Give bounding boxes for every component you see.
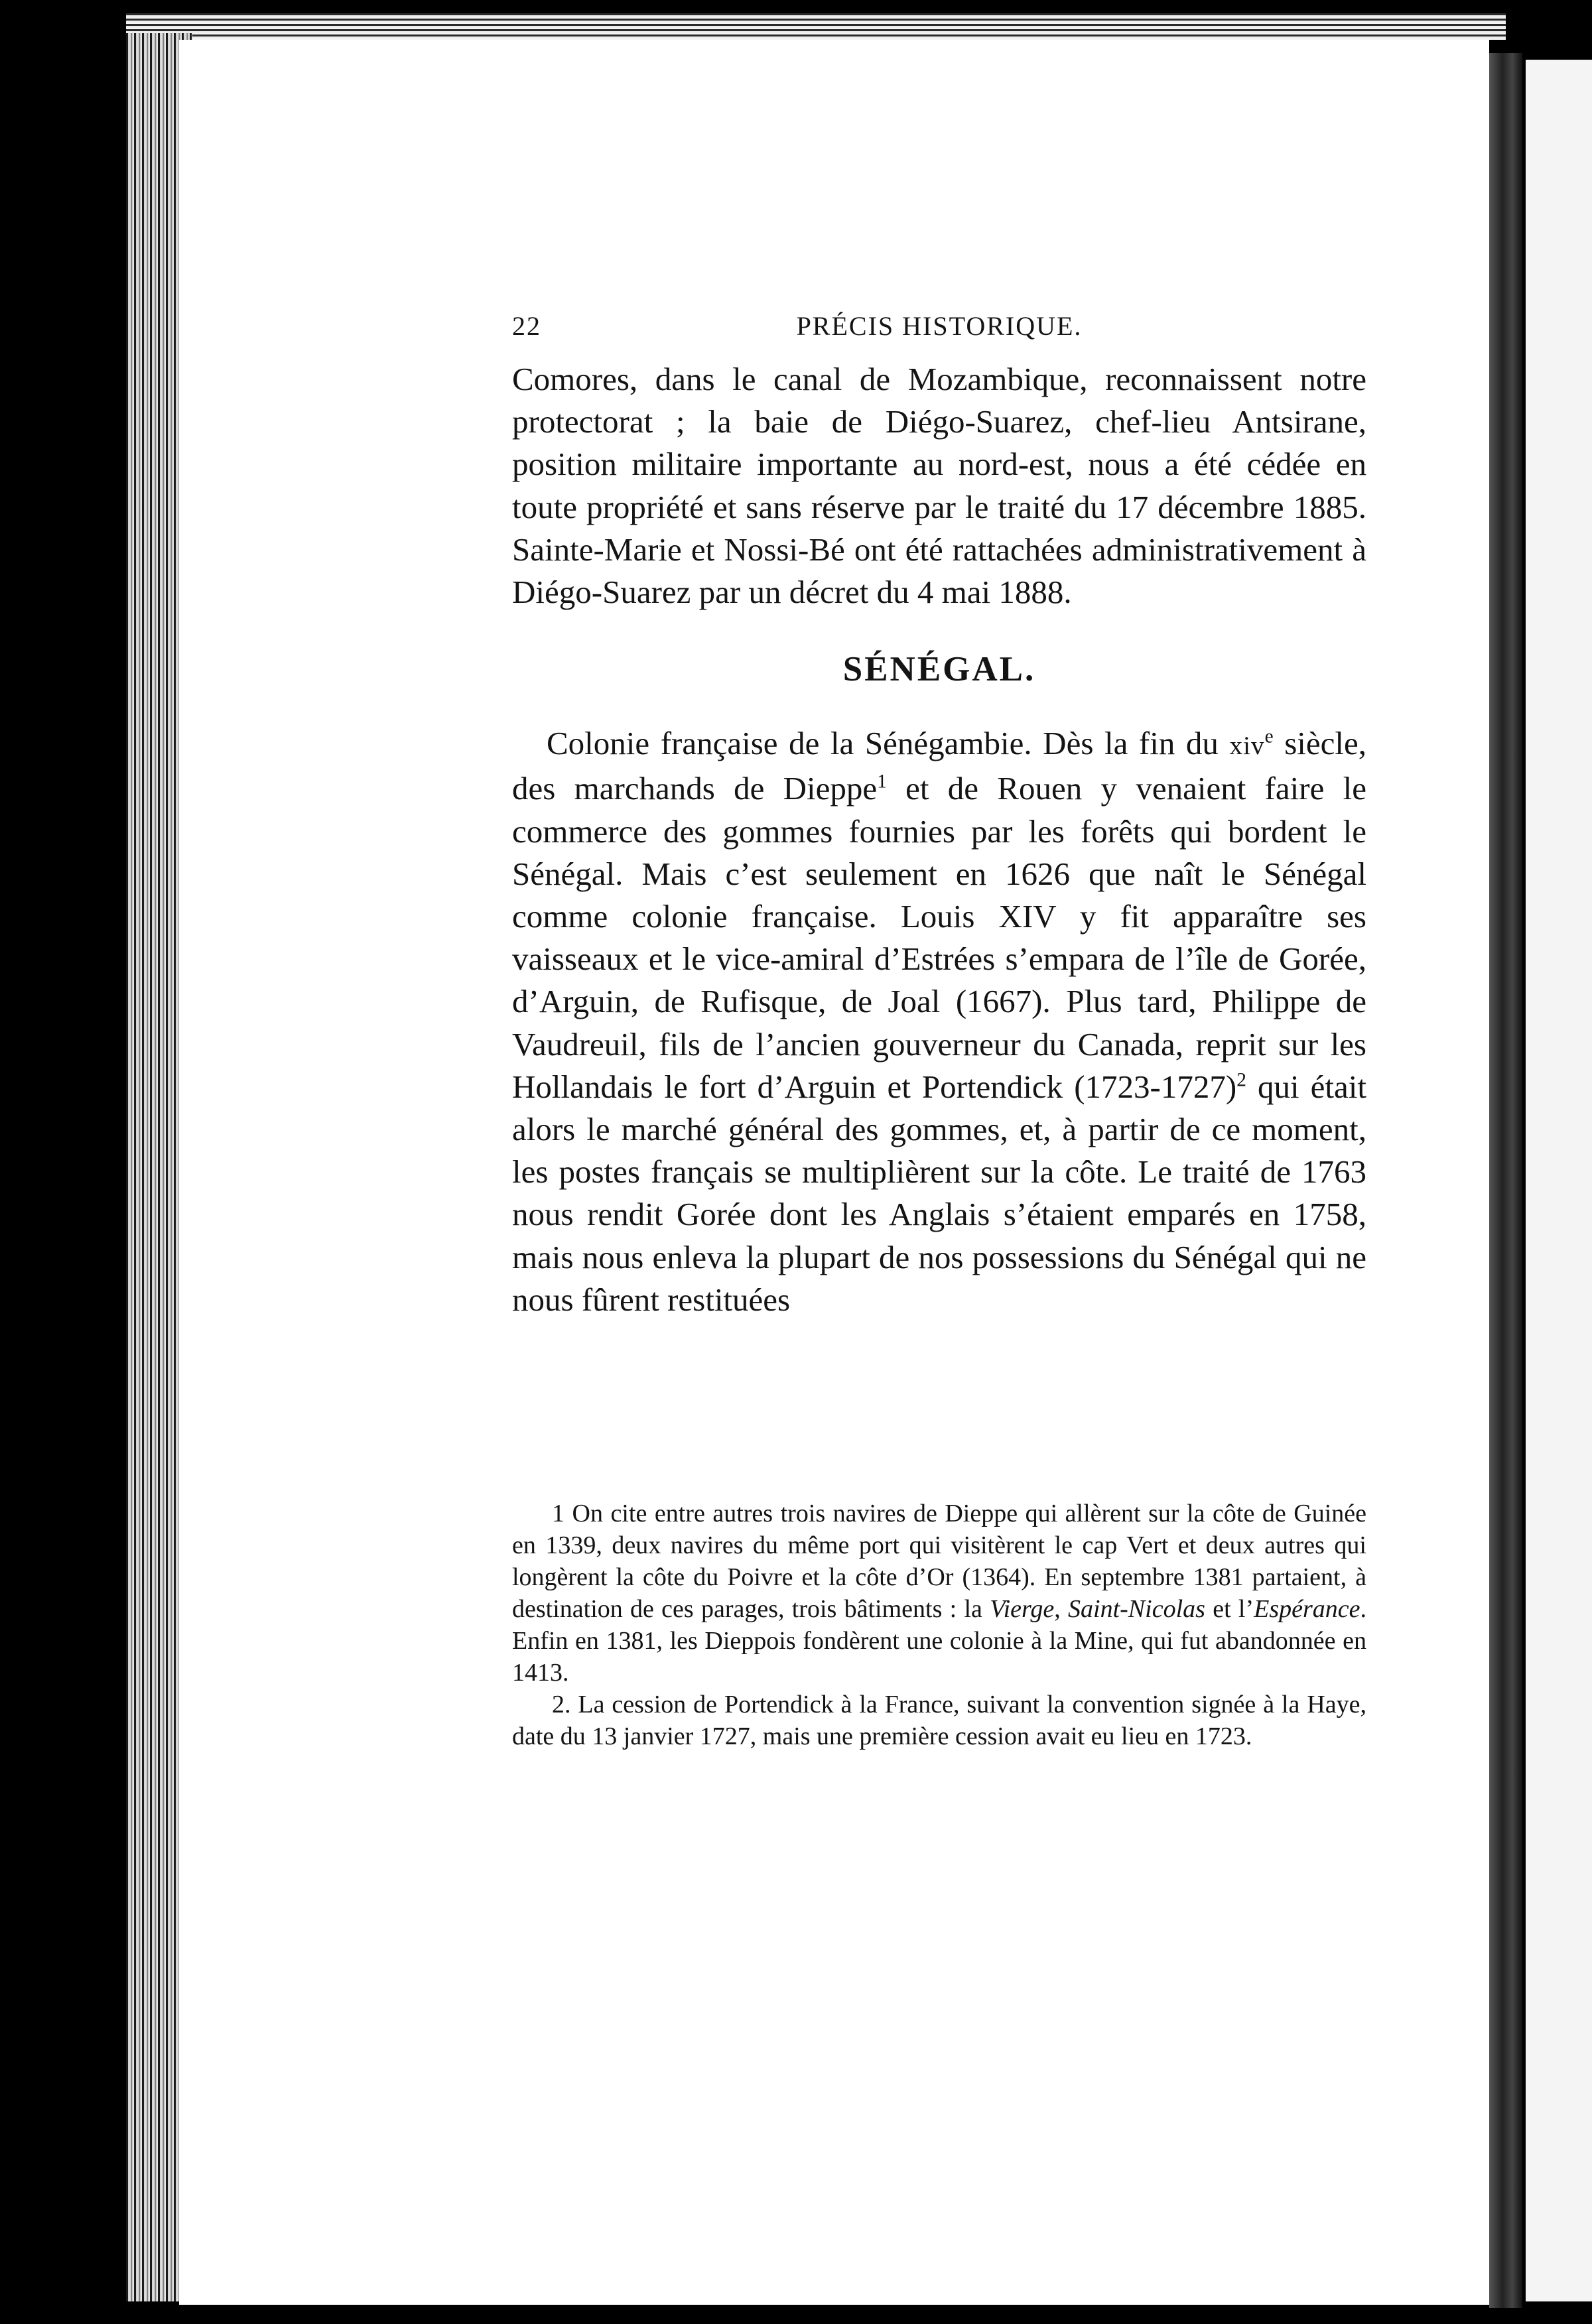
page-number: 22 xyxy=(512,311,541,341)
footnote-ref-1: 1 xyxy=(877,771,887,793)
footnote-2-text: La cession de Portendick à la France, suivant la convention signée à la Haye, date du 13 janvier 1727, mais une première cession avait eu lieu en 1723. xyxy=(512,1691,1366,1750)
footnote-1-number: 1 xyxy=(552,1500,564,1527)
paragraph-senegal-part-c: et de Rouen y venaient faire le commerce des gommes fournies par les forêts qui bordent le Sénégal. Mais c’est seulement en 1626 que naît le Sénégal comme colonie française. Louis XIV y fit apparaître ses vaisseaux et le vice-amiral d’Estrées s’empara de l’île de Gorée, d’Arguin, de Rufisque, de Joal (1667). Plus tard, Philippe de Vaudreuil, fils de l’ancien gouverneur du Canada, reprit sur les Hollandais le fort d’Arguin et Portendick (1723-1727) xyxy=(512,770,1366,1105)
paragraph-comores: Comores, dans le canal de Mozambique, reconnaissent notre protectorat ; la baie de Diégo-Suarez, chef-lieu Antsirane, position militaire importante au nord-est, nous a été cédée en toute propriété et sans réserve par le traité du 17 décembre 1885. Sainte-Marie et Nossi-Bé ont été rattachées administrativement à Diégo-Suarez par un décret du 4 mai 1888. xyxy=(512,361,1366,611)
century-numeral: xiv xyxy=(1229,732,1265,761)
facing-page-sliver xyxy=(1526,60,1592,2301)
book-top-edge xyxy=(126,13,1506,40)
paragraph-senegal xyxy=(512,722,1366,1321)
footnote-1-text-b: . Enfin en 1381, les Dieppois fondèrent une colonie à la Mine, qui fut abandonnée en 1413. xyxy=(512,1595,1367,1687)
footnote-2 xyxy=(512,1689,1366,1752)
footnote-1-and: et l’ xyxy=(1205,1595,1254,1623)
section-title-senegal: SÉNÉGAL. xyxy=(842,650,1036,689)
running-title: PRÉCIS HISTORIQUE. xyxy=(796,311,1083,341)
running-head xyxy=(512,310,1366,350)
footnote-ref-2: 2 xyxy=(1236,1069,1246,1091)
paragraph-senegal-part-b: siècle, des marchands de Dieppe xyxy=(512,725,1366,807)
footnotes xyxy=(512,1498,1366,1752)
footnote-1-text-a: On cite entre autres trois navires de Dieppe qui allèrent sur la côte de Guinée en 1339, deux navires du même port qui visitèrent le cap Vert et deux autres qui longèrent la côte du Poivre et la côte d’Or (1364). En septembre 1381 partaient, à destination de ces parages, trois bâtiments : la xyxy=(512,1500,1366,1623)
main-text xyxy=(512,358,1366,1321)
ship-name-vierge: Vierge xyxy=(990,1595,1055,1623)
ship-name-saint-nicolas: Saint-Nicolas xyxy=(1068,1595,1205,1623)
book-gutter-shadow xyxy=(1489,53,1522,2308)
paragraph-senegal-part-d: qui était alors le marché général des gommes, et, à partir de ce moment, les postes français se multiplièrent sur la côte. Le traité de 1763 nous rendit Gorée dont les Anglais s’étaient emparés en 1758, mais nous enleva la plupart de nos possessions du Sénégal qui ne nous fûrent restituées xyxy=(512,1068,1367,1318)
footnote-1 xyxy=(512,1498,1366,1689)
century-superscript: e xyxy=(1264,726,1274,747)
footnote-1-separator: , xyxy=(1054,1595,1069,1623)
paragraph-senegal-part-a: Colonie française de la Sénégambie. Dès la fin du xyxy=(547,725,1219,762)
footnote-2-number: 2. xyxy=(552,1691,571,1718)
ship-name-esperance: Espérance xyxy=(1254,1595,1360,1623)
